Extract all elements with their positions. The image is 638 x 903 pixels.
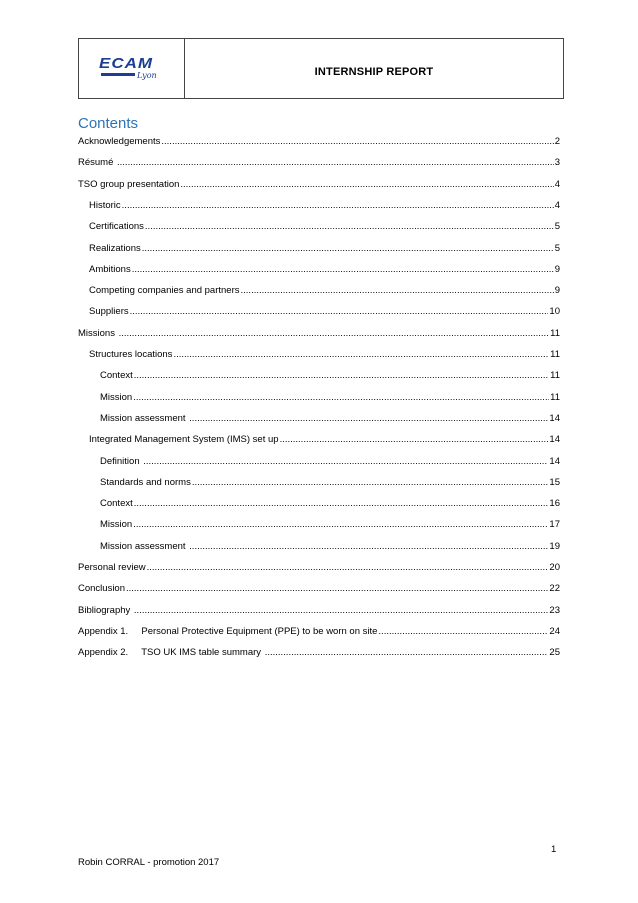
- toc-leader-dots: [134, 497, 549, 511]
- toc-leader-dots: [173, 348, 549, 362]
- toc-entry-page: 11: [550, 370, 560, 382]
- toc-entry[interactable]: [89, 263, 560, 277]
- toc-entry[interactable]: [78, 604, 560, 618]
- toc-entry[interactable]: [100, 369, 560, 383]
- toc-leader-dots: [133, 391, 549, 405]
- toc-entry-label: Missions: [78, 327, 118, 339]
- toc-entry[interactable]: [100, 412, 560, 426]
- toc-entry-page: 9: [554, 285, 560, 297]
- toc-entry-label: Ambitions: [89, 263, 131, 275]
- toc-entry-label: Standards and norms: [100, 476, 191, 488]
- toc-entry[interactable]: [100, 455, 560, 469]
- toc-entry-label: Structures locations: [89, 349, 173, 360]
- toc-entry-label: Acknowledgements: [78, 136, 161, 147]
- toc-entry-page: 15: [549, 476, 560, 488]
- page-number: 1: [551, 844, 557, 855]
- toc-leader-dots: [132, 263, 554, 277]
- toc-leader-dots: [133, 518, 548, 532]
- toc-leader-dots: [134, 604, 549, 618]
- toc-entry-page: 23: [549, 604, 560, 616]
- toc-leader-dots: [189, 412, 548, 426]
- toc-entry-label: TSO group presentation: [78, 178, 180, 190]
- logo-underline: [101, 73, 135, 76]
- toc-entry[interactable]: [78, 178, 560, 192]
- toc-entry-label: Résumé: [78, 157, 117, 169]
- logo-cell: [79, 39, 185, 98]
- toc-entry[interactable]: [78, 646, 560, 660]
- toc-leader-dots: [134, 369, 549, 383]
- toc-leader-dots: [180, 178, 553, 192]
- toc-leader-dots: [122, 199, 554, 213]
- toc-entry-page: 11: [550, 327, 560, 339]
- toc-entry[interactable]: [78, 156, 560, 170]
- logo-subtext: Lyon: [137, 71, 157, 80]
- toc-entry-label: Mission assessment: [100, 412, 189, 424]
- toc-leader-dots: [378, 625, 548, 639]
- toc-leader-dots: [119, 327, 550, 341]
- toc-entry-label: Appendix 1. Personal Protective Equipment (PPE) to be worn on site: [78, 625, 378, 637]
- toc-entry-label: Mission assessment: [100, 540, 189, 552]
- toc-entry[interactable]: [100, 497, 560, 511]
- toc-entry[interactable]: [78, 625, 560, 639]
- toc-leader-dots: [161, 135, 553, 149]
- toc-entry[interactable]: [78, 582, 560, 596]
- toc-entry-page: 11: [550, 349, 560, 360]
- toc-entry[interactable]: [89, 305, 560, 319]
- toc-entry-page: 5: [554, 242, 560, 254]
- toc-entry[interactable]: [89, 348, 560, 362]
- toc-entry-label: Appendix 2. TSO UK IMS table summary: [78, 647, 264, 659]
- toc-entry[interactable]: [89, 433, 560, 447]
- toc-entry-label: Historic: [89, 199, 121, 211]
- toc-entry-page: 5: [554, 221, 560, 233]
- contents-heading: Contents: [78, 115, 139, 132]
- toc-entry-page: 20: [549, 562, 560, 573]
- toc-entry-label: Context: [100, 370, 133, 382]
- toc-entry[interactable]: [100, 391, 560, 405]
- toc-leader-dots: [192, 476, 549, 490]
- toc-entry[interactable]: [89, 242, 560, 256]
- ecam-logo: [99, 55, 163, 83]
- toc-entry[interactable]: [89, 199, 560, 213]
- toc-entry-label: Mission: [100, 391, 133, 403]
- toc-leader-dots: [147, 561, 549, 575]
- toc-entry-page: 3: [554, 157, 560, 169]
- toc-entry-label: Suppliers: [89, 306, 129, 318]
- toc-entry-label: Certifications: [89, 221, 144, 233]
- toc-entry-label: Context: [100, 498, 133, 510]
- toc-entry-page: 11: [550, 391, 560, 403]
- report-title: INTERNSHIP REPORT: [314, 66, 434, 78]
- toc-entry-label: Conclusion: [78, 583, 125, 595]
- toc-entry-page: 14: [549, 434, 560, 446]
- toc-leader-dots: [189, 540, 548, 554]
- toc-entry[interactable]: [89, 284, 560, 298]
- toc-leader-dots: [143, 455, 548, 469]
- toc-entry-page: 9: [554, 263, 560, 275]
- toc-entry[interactable]: [100, 518, 560, 532]
- toc-entry[interactable]: [100, 540, 560, 554]
- toc-entry-page: 19: [549, 540, 560, 552]
- toc-entry-label: Realizations: [89, 242, 141, 254]
- toc-entry-label: Competing companies and partners: [89, 285, 240, 297]
- logo-mark: ECAM: [99, 55, 154, 72]
- toc-leader-dots: [130, 305, 549, 319]
- toc-entry[interactable]: [78, 327, 560, 341]
- toc-entry-page: 4: [554, 178, 560, 190]
- toc-leader-dots: [142, 242, 554, 256]
- toc-entry[interactable]: [78, 561, 560, 575]
- toc-entry[interactable]: [78, 135, 560, 149]
- toc-entry-page: 16: [549, 498, 560, 510]
- header-title-cell: [185, 39, 563, 98]
- toc-leader-dots: [280, 433, 549, 447]
- toc-entry[interactable]: [100, 476, 560, 490]
- toc-entry[interactable]: [89, 220, 560, 234]
- toc-entry-label: Mission: [100, 519, 133, 531]
- toc-leader-dots: [145, 220, 554, 234]
- toc-entry-page: 14: [549, 412, 560, 424]
- toc-entry-label: Personal review: [78, 562, 146, 573]
- toc-entry-page: 10: [549, 306, 560, 318]
- toc-leader-dots: [241, 284, 554, 298]
- toc-leader-dots: [265, 646, 549, 660]
- toc-entry-page: 17: [549, 519, 560, 531]
- toc-entry-page: 22: [549, 583, 560, 595]
- toc-entry-label: Definition: [100, 455, 143, 467]
- footer-author: Robin CORRAL - promotion 2017: [78, 857, 220, 868]
- toc-entry-page: 24: [549, 625, 560, 637]
- toc-leader-dots: [126, 582, 548, 596]
- toc-entry-label: Bibliography: [78, 604, 133, 616]
- toc-leader-dots: [117, 156, 554, 170]
- toc-entry-label: Integrated Management System (IMS) set up: [89, 434, 279, 446]
- toc-entry-page: 25: [549, 647, 560, 659]
- toc-entry-page: 4: [554, 199, 560, 211]
- toc-entry-page: 2: [554, 136, 560, 147]
- toc-entry-page: 14: [549, 455, 560, 467]
- report-header: [78, 38, 564, 99]
